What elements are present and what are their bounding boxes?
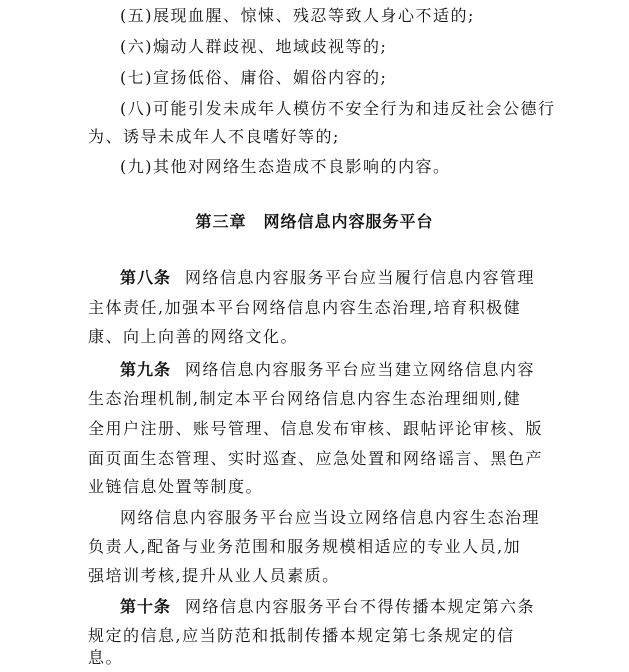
article-10-line1 bbox=[120, 597, 558, 621]
list-item-6: (六)煽动人群歧视、地域歧视等的; bbox=[120, 37, 388, 56]
article-9-number: 第九条 bbox=[120, 360, 172, 379]
article-10-number: 第十条 bbox=[120, 597, 172, 616]
article-10-text: 网络信息内容服务平台不得传播本规定第六条 bbox=[185, 597, 536, 616]
article-9-line4: 面页面生态管理、实时巡查、应急处置和网络谣言、黑色产 bbox=[88, 449, 544, 468]
article-8-line2: 主体责任,加强本平台网络信息内容生态治理,培育积极健 bbox=[88, 298, 522, 317]
article-9-line3: 全用户注册、账号管理、信息发布审核、跟帖评论审核、版 bbox=[88, 419, 544, 438]
chapter-title: 第三章 网络信息内容服务平台 bbox=[195, 212, 434, 231]
list-item-7: (七)宣扬低俗、庸俗、媚俗内容的; bbox=[120, 68, 388, 87]
list-item-9: (九)其他对网络生态造成不良影响的内容。 bbox=[120, 157, 451, 176]
article-10-line3: 息。 bbox=[88, 648, 124, 667]
article-9-para2-line3: 强培训考核,提升从业人员素质。 bbox=[88, 566, 340, 585]
article-8-number: 第八条 bbox=[120, 268, 172, 287]
article-9-line1 bbox=[120, 360, 558, 384]
list-item-5: (五)展现血腥、惊悚、残忍等致人身心不适的; bbox=[120, 6, 475, 25]
article-9-para2-line1: 网络信息内容服务平台应当设立网络信息内容生态治理 bbox=[120, 508, 541, 527]
article-8-line1 bbox=[120, 268, 558, 292]
article-9-line2: 生态治理机制,制定本平台网络信息内容生态治理细则,健 bbox=[88, 389, 522, 408]
article-9-para2-line2: 负责人,配备与业务范围和服务规模相适应的专业人员,加 bbox=[88, 537, 522, 556]
list-item-8-line1: (八)可能引发未成年人模仿不安全行为和违反社会公德行 bbox=[120, 99, 556, 118]
article-10-line2: 规定的信息,应当防范和抵制传播本规定第七条规定的信 bbox=[88, 626, 515, 645]
article-8-line3: 康、向上向善的网络文化。 bbox=[88, 327, 299, 346]
article-9-text: 网络信息内容服务平台应当建立网络信息内容 bbox=[185, 360, 536, 379]
list-item-8-line2: 为、诱导未成年人不良嗜好等的; bbox=[88, 127, 340, 146]
article-8-text: 网络信息内容服务平台应当履行信息内容管理 bbox=[185, 268, 536, 287]
article-9-line5: 业链信息处置等制度。 bbox=[88, 477, 264, 496]
